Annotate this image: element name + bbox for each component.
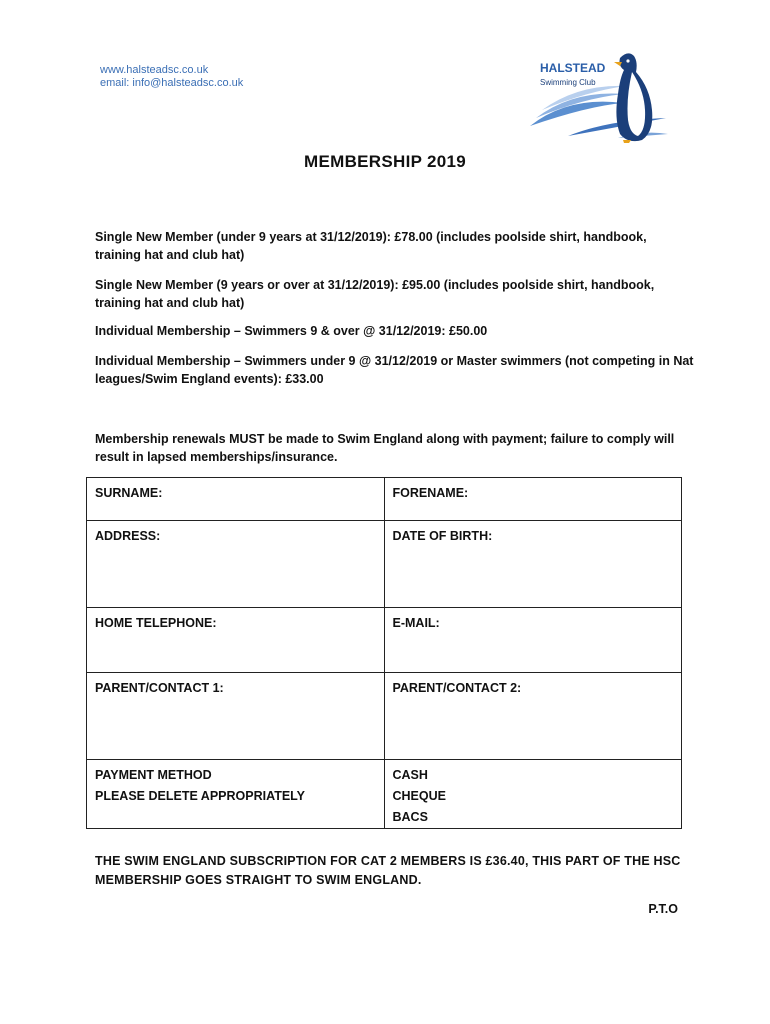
dob-label: DATE OF BIRTH:: [392, 529, 493, 543]
parent-contact-1-label: PARENT/CONTACT 1:: [95, 681, 224, 695]
payment-method-label: PAYMENT METHOD: [95, 768, 212, 782]
surname-field[interactable]: [87, 478, 385, 521]
logo-subtitle: Swimming Club: [540, 78, 596, 87]
dob-field[interactable]: [384, 521, 682, 608]
penguin-icon: [614, 53, 652, 143]
payment-option-cash[interactable]: CASH: [392, 768, 428, 782]
renewal-notice: Membership renewals MUST be made to Swim England along with payment; failure to comply will result in lapsed memberships/insurance.: [95, 432, 675, 464]
payment-method-cell: [87, 760, 385, 829]
surname-label: SURNAME:: [95, 486, 163, 500]
contact-details: [100, 64, 243, 90]
payment-option-cheque[interactable]: CHEQUE: [392, 789, 446, 803]
email-label: E-MAIL:: [392, 616, 440, 630]
membership-form: [86, 477, 682, 829]
delete-note: PLEASE DELETE APPROPRIATELY: [95, 789, 305, 803]
address-label: ADDRESS:: [95, 529, 161, 543]
swim-england-footnote: THE SWIM ENGLAND SUBSCRIPTION FOR CAT 2 MEMBERS IS £36.40, THIS PART OF THE HSC MEMBERSHIP GOES STRAIGHT TO SWIM ENGLAND.: [95, 854, 681, 887]
payment-option-bacs[interactable]: BACS: [392, 810, 428, 824]
payment-options-cell: [384, 760, 682, 829]
page-title: MEMBERSHIP 2019: [304, 152, 466, 171]
forename-field[interactable]: [384, 478, 682, 521]
fee-new-9-over: Single New Member (9 years or over at 31/12/2019): £95.00 (includes poolside shirt, handbook, training hat and club hat): [95, 278, 655, 310]
parent-contact-1-field[interactable]: [87, 673, 385, 760]
email-field[interactable]: [384, 608, 682, 673]
home-telephone-field[interactable]: [87, 608, 385, 673]
logo-title: HALSTEAD: [540, 61, 606, 75]
page-turn-over: P.T.O: [648, 902, 678, 916]
forename-label: FORENAME:: [392, 486, 469, 500]
email-link[interactable]: email: info@halsteadsc.co.uk: [100, 77, 244, 89]
parent-contact-2-field[interactable]: [384, 673, 682, 760]
fee-new-under-9: Single New Member (under 9 years at 31/12/2019): £78.00 (includes poolside shirt, handbook, training hat and club hat): [95, 230, 647, 262]
website-link[interactable]: www.halsteadsc.co.uk: [100, 64, 209, 76]
fee-individual-9-over: Individual Membership – Swimmers 9 & over @ 31/12/2019: £50.00: [95, 324, 488, 338]
address-field[interactable]: [87, 521, 385, 608]
parent-contact-2-label: PARENT/CONTACT 2:: [392, 681, 522, 695]
club-logo: [528, 48, 673, 148]
fee-individual-under-9: Individual Membership – Swimmers under 9 @ 31/12/2019 or Master swimmers (not competing in Nat leagues/Swim England events): £33.00: [95, 354, 694, 386]
home-telephone-label: HOME TELEPHONE:: [95, 616, 217, 630]
